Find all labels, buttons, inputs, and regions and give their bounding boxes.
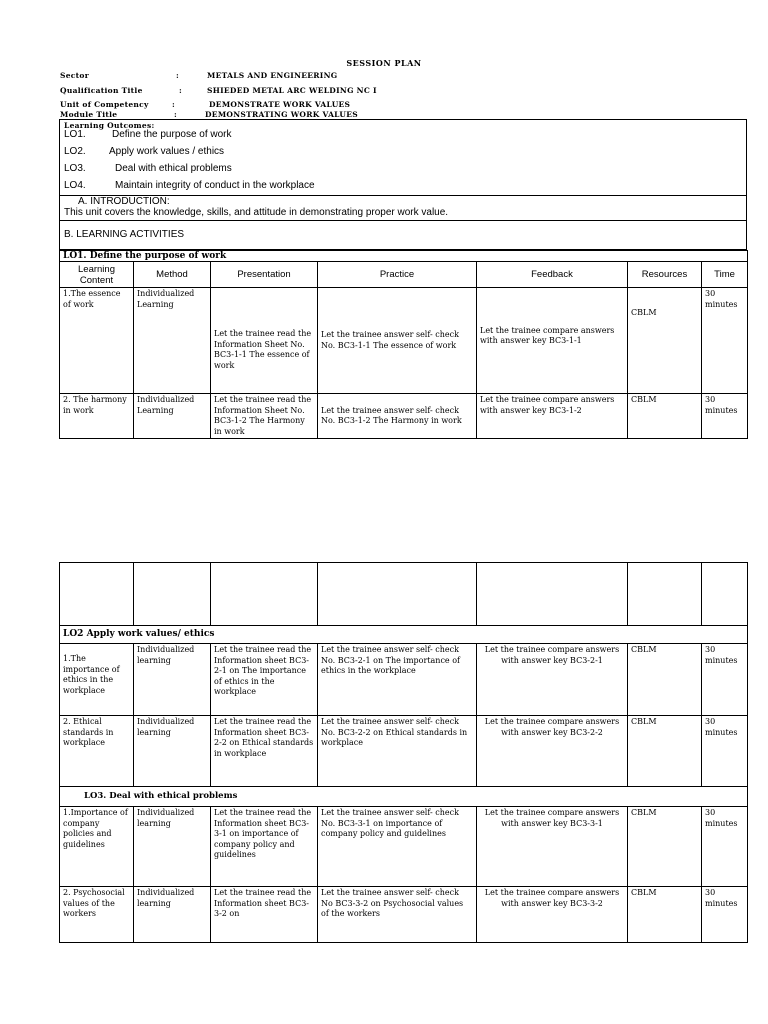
cell-time: 30 minutes — [702, 288, 748, 394]
col-feedback: Feedback — [477, 262, 628, 288]
table-row — [60, 288, 748, 394]
introduction-text: This unit covers the knowledge, skills, and attitude in demonstrating proper work value. — [64, 207, 449, 218]
lo1-text: Define the purpose of work — [112, 129, 232, 140]
lo4-text: Maintain integrity of conduct in the workplace — [115, 180, 315, 191]
lo2-code: LO2. — [64, 146, 86, 157]
cell-time: 30 minutes — [702, 394, 748, 439]
table-row — [60, 644, 748, 716]
cell-time: 30 minutes — [702, 644, 748, 716]
lo2-section-title: LO2 Apply work values/ ethics — [60, 626, 748, 644]
cell-resources: CBLM — [628, 394, 702, 439]
header-value-sector: METALS AND ENGINEERING — [207, 71, 338, 80]
cell-presentation: Let the trainee read the Information sheet BC3-3-1 on importance of company policy and guidelines — [211, 807, 318, 887]
lo3-text: Deal with ethical problems — [115, 163, 232, 174]
header-label-unit: Unit of Competency — [60, 100, 149, 109]
cell-resources: CBLM — [628, 288, 702, 394]
col-resources: Resources — [628, 262, 702, 288]
cell-feedback: Let the trainee compare answers with answer key BC3-1-1 — [477, 288, 628, 394]
lo1-code: LO1. — [64, 129, 86, 140]
header-label-qualification: Qualification Title — [60, 86, 143, 95]
cell-method: Individualized Learning — [134, 394, 211, 439]
learning-outcomes-heading: Learning Outcomes: — [64, 121, 155, 130]
introduction-box — [59, 195, 747, 221]
col-learning-content: Learning Content — [60, 262, 134, 288]
cell-method: Individualized learning — [134, 644, 211, 716]
col-method: Method — [134, 262, 211, 288]
empty-cell — [60, 563, 134, 626]
learning-outcomes-box — [59, 119, 747, 196]
table-row — [60, 394, 748, 439]
lo2-lo3-activities-table — [59, 562, 748, 943]
cell-feedback: Let the trainee compare answers with answer key BC3-3-1 — [477, 807, 628, 887]
cell-method: Individualized learning — [134, 807, 211, 887]
cell-resources: CBLM — [628, 807, 702, 887]
lo3-code: LO3. — [64, 163, 86, 174]
cell-time: 30 minutes — [702, 887, 748, 943]
learning-activities-box — [59, 220, 747, 250]
cell-resources: CBLM — [628, 644, 702, 716]
cell-resources: CBLM — [628, 716, 702, 787]
empty-cell — [134, 563, 211, 626]
header-colon: : — [174, 110, 178, 119]
cell-practice: Let the trainee answer self- check No. BC3-1-1 The essence of work — [318, 288, 477, 394]
cell-content: 2. The harmony in work — [60, 394, 134, 439]
table-header-row — [60, 262, 748, 288]
header-colon: : — [179, 86, 183, 95]
cell-practice: Let the trainee answer self- check No. BC3-2-2 on Ethical standards in workplace — [318, 716, 477, 787]
cell-method: Individualized learning — [134, 716, 211, 787]
lo2-text: Apply work values / ethics — [109, 146, 225, 157]
learning-activities-heading: B. LEARNING ACTIVITIES — [64, 229, 185, 240]
introduction-heading: A. INTRODUCTION: — [78, 196, 170, 207]
header-value-unit: DEMONSTRATE WORK VALUES — [209, 100, 351, 109]
cell-content: 2. Ethical standards in workplace — [60, 716, 134, 787]
lo1-activities-table — [59, 250, 748, 439]
cell-presentation: Let the trainee read the Information sheet BC3-2-1 on The importance of ethics in the workplace — [211, 644, 318, 716]
col-practice: Practice — [318, 262, 477, 288]
empty-cell — [628, 563, 702, 626]
cell-presentation: Let the trainee read the Information sheet BC3-2-2 on Ethical standards in workplace — [211, 716, 318, 787]
cell-time: 30 minutes — [702, 716, 748, 787]
header-value-qualification: SHIEDED METAL ARC WELDING NC I — [207, 86, 377, 95]
cell-presentation: Let the trainee read the Information Sheet No. BC3-1-1 The essence of work — [211, 288, 318, 394]
cell-presentation: Let the trainee read the Information sheet BC3-3-2 on — [211, 887, 318, 943]
lo3-section-title: LO3. Deal with ethical problems — [60, 787, 748, 807]
cell-method: Individualized Learning — [134, 288, 211, 394]
cell-practice: Let the trainee answer self- check No. BC3-3-1 on importance of company policy and guidelines — [318, 807, 477, 887]
page-title: SESSION PLAN — [346, 58, 422, 68]
table-row — [60, 807, 748, 887]
table-row — [60, 887, 748, 943]
cell-feedback: Let the trainee compare answers with answer key BC3-3-2 — [477, 887, 628, 943]
header-label-module: Module Title — [60, 110, 118, 119]
header-colon: : — [172, 100, 176, 109]
cell-method: Individualized learning — [134, 887, 211, 943]
cell-feedback: Let the trainee compare answers with answer key BC3-2-1 — [477, 644, 628, 716]
col-time: Time — [702, 262, 748, 288]
cell-practice: Let the trainee answer self- check No BC3-3-2 on Psychosocial values of the workers — [318, 887, 477, 943]
cell-feedback: Let the trainee compare answers with answer key BC3-2-2 — [477, 716, 628, 787]
empty-cell — [477, 563, 628, 626]
cell-resources: CBLM — [628, 887, 702, 943]
empty-row — [60, 563, 748, 626]
cell-feedback: Let the trainee compare answers with answer key BC3-1-2 — [477, 394, 628, 439]
cell-content: 1.Importance of company policies and guidelines — [60, 807, 134, 887]
cell-content: 1.The importance of ethics in the workplace — [60, 644, 134, 716]
header-colon: : — [176, 71, 180, 80]
col-presentation: Presentation — [211, 262, 318, 288]
lo1-section-title: LO1. Define the purpose of work — [60, 251, 748, 262]
header-label-sector: Sector — [60, 71, 89, 80]
cell-content: 2. Psychosocial values of the workers — [60, 887, 134, 943]
cell-presentation: Let the trainee read the Information Sheet No. BC3-1-2 The Harmony in work — [211, 394, 318, 439]
empty-cell — [318, 563, 477, 626]
cell-practice: Let the trainee answer self- check No. BC3-1-2 The Harmony in work — [318, 394, 477, 439]
header-value-module: DEMONSTRATING WORK VALUES — [205, 110, 358, 119]
empty-cell — [702, 563, 748, 626]
table-row — [60, 716, 748, 787]
empty-cell — [211, 563, 318, 626]
cell-practice: Let the trainee answer self- check No. BC3-2-1 on The importance of ethics in the workplace — [318, 644, 477, 716]
cell-time: 30 minutes — [702, 807, 748, 887]
lo4-code: LO4. — [64, 180, 86, 191]
cell-content: 1.The essence of work — [60, 288, 134, 394]
